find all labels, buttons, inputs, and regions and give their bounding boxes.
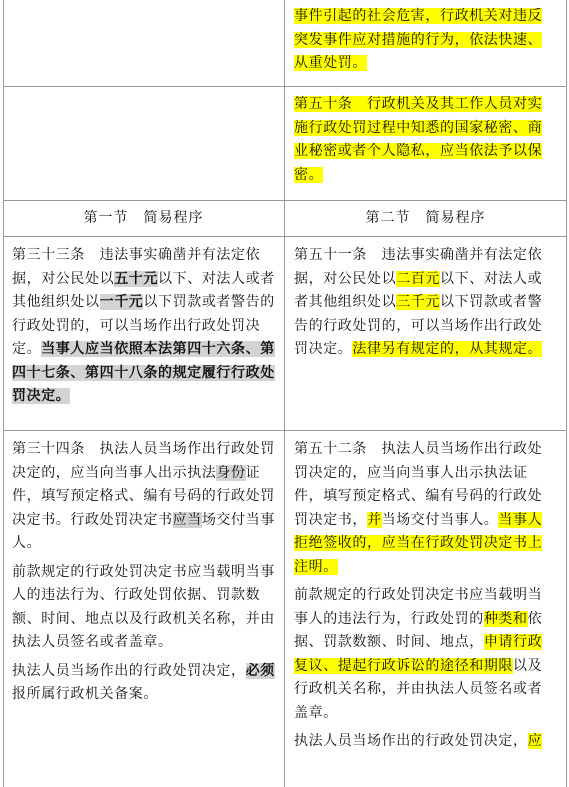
highlighted-text: 事件引起的社会危害，行政机关对违反突发事件应对措施的行为，依法快速、从重处罚。 [294,8,543,71]
table-border-left [3,0,4,787]
article-51-cell [294,244,556,367]
text-run: 以下、对法人或者其他组织处以 [294,270,543,310]
paragraph [294,5,556,76]
highlighted-text: 当事人应当依照本法第四十六条、第四十七条、第四十八条的规定履行行政处罚决定。 [12,341,275,404]
text-run: 证件，填写预定格式、编有号码的行政处罚决定书。行政处罚决定书 [12,464,275,528]
table-column-divider [284,0,285,787]
text-run: 第三十三条 违法事实确凿并有法定依据，对公民处以 [12,247,261,287]
highlighted-text: 身份 [216,464,246,481]
highlighted-text: 申请行政复议、提起行政诉讼的途径和期限 [294,634,543,674]
left-section-header: 第一节 简易程序 [83,210,204,226]
row2-right-cell [294,93,556,192]
article-34-cell [12,438,277,712]
paragraph [294,730,556,754]
paragraph [294,438,556,579]
highlighted-text: 二百元 [396,270,441,287]
highlighted-text: 种类和 [483,610,528,627]
row-divider [3,200,567,201]
highlighted-text: 三千元 [396,294,441,310]
row-divider [3,236,567,237]
text-run: 前款规定的行政处罚决定书应当载明当事人的违法行为，行政处罚的 [294,587,543,627]
text-run: 以及行政机关名称，并由执法人员签名或者盖章。 [294,657,543,721]
paragraph [12,244,277,409]
text-run: 第五十二条 执法人员当场作出行政处罚决定的，应当向当事人出示执法证件，填写预定格式、编有号码的行政处罚决定书， [294,441,543,528]
text-run: 以下罚款或者警告的行政处罚的，可以当场作出行政处罚决定。 [12,294,275,357]
paragraph [294,93,556,187]
row-divider [3,86,567,87]
text-run: 第三十四条 执法人员当场作出行政处罚决定的，应当向当事人出示执法 [12,441,275,481]
highlighted-text: 五十元 [114,270,159,287]
text-run: 执法人员当场作出的行政处罚决定， [294,733,528,749]
paragraph [12,561,277,655]
table-border-right [566,0,567,787]
article-33-cell [12,244,277,414]
right-section-header: 第二节 简易程序 [365,210,486,226]
text-run: 场交付当事人。 [12,511,275,551]
row-divider [3,430,567,431]
highlighted-text: 必须 [245,662,275,679]
text-run: 以下罚款或者警告的行政处罚的，可以当场作出行政处罚决定。 [294,294,543,357]
article-52-cell [294,438,556,759]
row1-right-cell [294,5,556,81]
highlighted-text: 并 [367,511,382,528]
highlighted-text: 当事人拒绝签收的，应当在行政处罚决定书上注明。 [294,511,543,575]
paragraph [12,438,277,556]
paragraph [294,584,556,725]
highlighted-text: 法律另有规定的，从其规定。 [352,341,543,357]
paragraph [294,244,556,362]
text-run: 第五十一条 违法事实确凿并有法定依据，对公民处以 [294,247,543,287]
paragraph [12,660,277,707]
highlighted-text: 第五十条 行政机关及其工作人员对实施行政处罚过程中知悉的国家秘密、商业秘密或者个人隐私，应当依法予以保密。 [294,96,543,183]
highlighted-text: 应 [527,733,543,749]
text-run: 执法人员当场作出的行政处罚决定， [12,662,246,679]
text-run: 以下、对法人或者其他组织处以 [12,270,275,310]
highlighted-text: 一千元 [99,294,144,310]
text-run: 依据、罚款数额、时间、地点， [294,610,543,650]
highlighted-text: 应当 [172,511,202,528]
text-run: 前款规定的行政处罚决定书应当载明当事人的违法行为、行政处罚依据、罚款数额、时间、地点以及行政机关名称，并由执法人员签名或者盖章。 [12,563,275,650]
text-run: 当场交付当事人。 [381,511,499,528]
text-run: 报所属行政机关备案。 [12,686,158,702]
